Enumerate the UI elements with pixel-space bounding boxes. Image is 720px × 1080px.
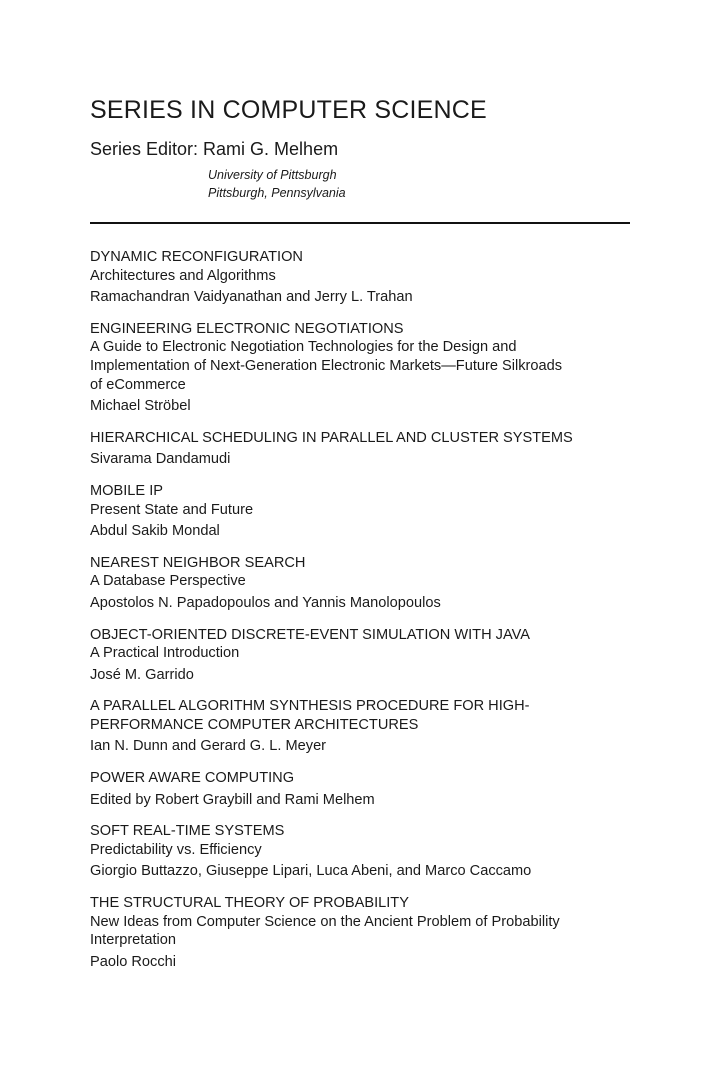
book-author: José M. Garrido <box>90 666 194 683</box>
book-subtitle: Interpretation <box>90 932 176 949</box>
book-subtitle: Architectures and Algorithms <box>90 267 276 284</box>
book-author: Sivarama Dandamudi <box>90 451 231 468</box>
book-entry <box>90 429 635 469</box>
divider-rule <box>90 222 630 224</box>
book-entry <box>90 554 635 613</box>
book-title: HIERARCHICAL SCHEDULING IN PARALLEL AND CLUSTER SYSTEMS <box>90 429 573 446</box>
book-title: NEAREST NEIGHBOR SEARCH <box>90 554 306 571</box>
book-title: THE STRUCTURAL THEORY OF PROBABILITY <box>90 895 409 912</box>
editor-affiliation-location: Pittsburgh, Pennsylvania <box>208 186 346 200</box>
book-entry <box>90 626 635 685</box>
book-title-continued: PERFORMANCE COMPUTER ARCHITECTURES <box>90 716 419 733</box>
book-subtitle: A Database Perspective <box>90 573 246 590</box>
book-author: Apostolos N. Papadopoulos and Yannis Manolopoulos <box>90 594 441 611</box>
book-subtitle: Implementation of Next-Generation Electronic Markets—Future Silkroads <box>90 357 563 374</box>
book-subtitle: Present State and Future <box>90 501 254 518</box>
book-list <box>90 248 635 984</box>
book-entry <box>90 769 635 809</box>
book-title: POWER AWARE COMPUTING <box>90 770 295 787</box>
book-title: MOBILE IP <box>90 482 163 499</box>
book-subtitle: New Ideas from Computer Science on the Ancient Problem of Probability <box>90 913 560 930</box>
book-author: Giorgio Buttazzo, Giuseppe Lipari, Luca Abeni, and Marco Caccamo <box>90 863 532 880</box>
book-author: Edited by Robert Graybill and Rami Melhem <box>90 791 375 808</box>
book-author: Michael Ströbel <box>90 398 191 415</box>
book-entry <box>90 894 635 971</box>
book-entry <box>90 482 635 541</box>
book-author: Ramachandran Vaidyanathan and Jerry L. Trahan <box>90 289 413 306</box>
series-editor: Series Editor: Rami G. Melhem <box>90 139 339 159</box>
book-author: Abdul Sakib Mondal <box>90 523 220 540</box>
series-title: SERIES IN COMPUTER SCIENCE <box>90 96 487 124</box>
book-title: ENGINEERING ELECTRONIC NEGOTIATIONS <box>90 320 404 337</box>
book-subtitle: of eCommerce <box>90 376 186 393</box>
book-entry <box>90 822 635 881</box>
book-title: SOFT REAL-TIME SYSTEMS <box>90 823 285 840</box>
book-entry <box>90 697 635 756</box>
book-entry <box>90 248 635 307</box>
book-entry <box>90 320 635 416</box>
book-subtitle: A Practical Introduction <box>90 645 240 662</box>
book-author: Paolo Rocchi <box>90 953 176 970</box>
book-title: DYNAMIC RECONFIGURATION <box>90 249 303 265</box>
book-subtitle: A Guide to Electronic Negotiation Technologies for the Design and <box>90 339 517 356</box>
book-subtitle: Predictability vs. Efficiency <box>90 841 262 858</box>
book-author: Ian N. Dunn and Gerard G. L. Meyer <box>90 738 327 755</box>
editor-affiliation-university: University of Pittsburgh <box>208 168 337 182</box>
book-title: OBJECT-ORIENTED DISCRETE-EVENT SIMULATION WITH JAVA <box>90 626 531 643</box>
book-title: A PARALLEL ALGORITHM SYNTHESIS PROCEDURE FOR HIGH- <box>90 698 530 715</box>
